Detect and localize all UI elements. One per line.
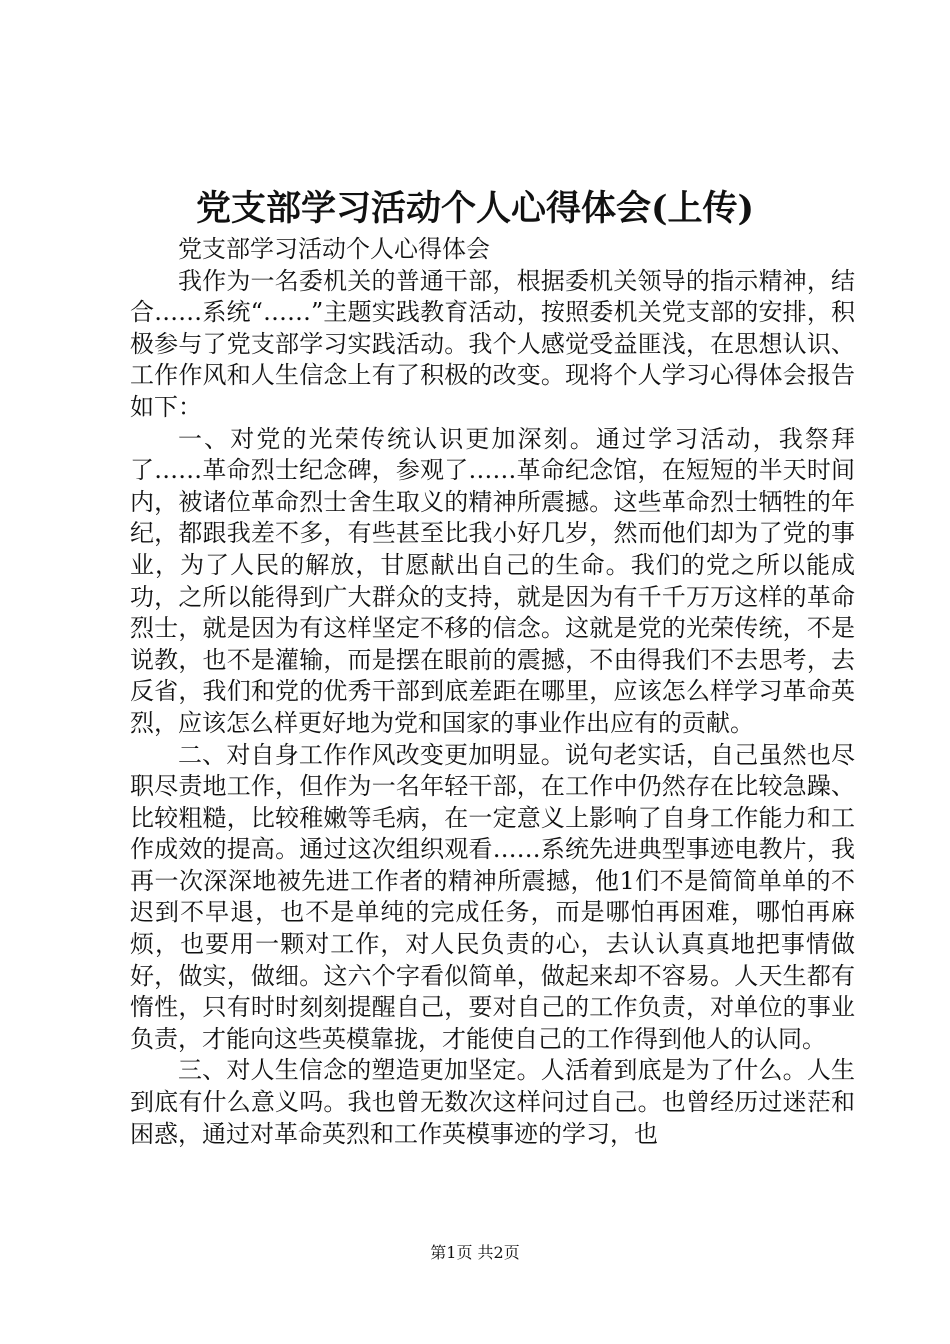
intro-paragraph: 我作为一名委机关的普通干部，根据委机关领导的指示精神，结合……系统“……”主题实践教育活动，按照委机关党支部的安排，积极参与了党支部学习实践活动。我个人感觉受益匪浅，在思想认识、工作作风和人生信念上有了积极的改变。现将个人学习心得体会报告如下： — [130, 266, 855, 421]
section-three-paragraph: 三、对人生信念的塑造更加坚定。人活着到底是为了什么。人生到底有什么意义吗。我也曾无数次这样问过自己。也曾经历过迷茫和困惑，通过对革命英烈和工作英模事迹的学习，也 — [130, 1056, 855, 1148]
document-body — [130, 234, 855, 1150]
subtitle-paragraph: 党支部学习活动个人心得体会 — [178, 235, 490, 263]
document-title: 党支部学习活动个人心得体会(上传) — [195, 188, 755, 229]
section-two-paragraph: 二、对自身工作作风改变更加明显。说句老实话，自己虽然也尽职尽责地工作，但作为一名年轻干部，在工作中仍然存在比较急躁、比较粗糙，比较稚嫩等毛病，在一定意义上影响了自身工作能力和工作成效的提高。通过这次组织观看……系统先进典型事迹电教片，我再一次深深地被先进工作者的精神所震撼，他1们不是简简单单的不迟到不早退，也不是单纯的完成任务，而是哪怕再困难，哪怕再麻烦，也要用一颗对工作，对人民负责的心，去认认真真地把事情做好，做实，做细。这六个字看似简单，做起来却不容易。人天生都有惰性，只有时时刻刻提醒自己，要对自己的工作负责，对单位的事业负责，才能向这些英模靠拢，才能使自己的工作得到他人的认同。 — [130, 740, 855, 1053]
section-one-paragraph: 一、对党的光荣传统认识更加深刻。通过学习活动，我祭拜了……革命烈士纪念碑，参观了……革命纪念馆，在短短的半天时间内，被诸位革命烈士舍生取义的精神所震撼。这些革命烈士牺牲的年纪，都跟我差不多，有些甚至比我小好几岁，然而他们却为了党的事业，为了人民的解放，甘愿献出自己的生命。我们的党之所以能成功，之所以能得到广大群众的支持，就是因为有千千万万这样的革命烈士，就是因为有这样坚定不移的信念。这就是党的光荣传统，不是说教，也不是灌输，而是摆在眼前的震撼，不由得我们不去思考，去反省，我们和党的优秀干部到底差距在哪里，应该怎么样学习革命英烈，应该怎么样更好地为党和国家的事业作出应有的贡献。 — [130, 424, 855, 737]
page-number-footer: 第1页 共2页 — [430, 1243, 520, 1262]
